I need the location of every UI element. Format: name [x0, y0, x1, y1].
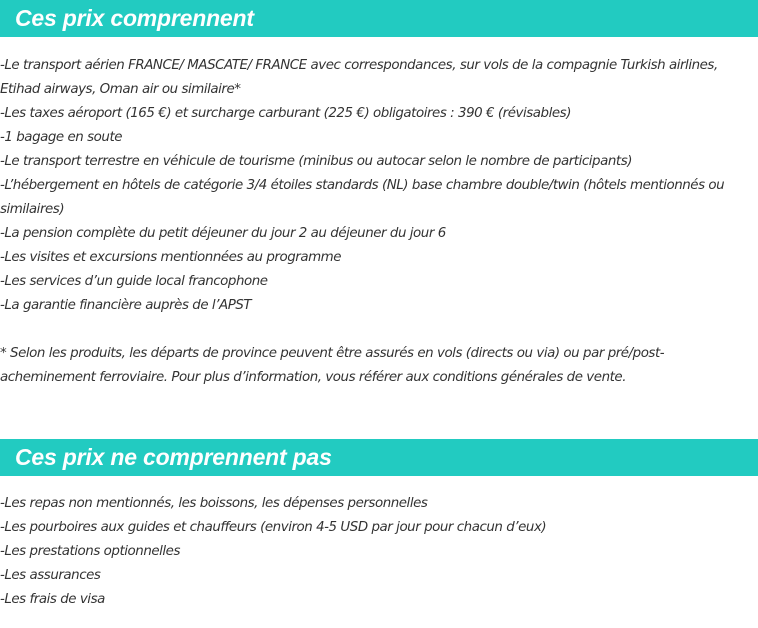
list-item: -Les prestations optionnelles	[0, 544, 180, 559]
list-item: -1 bagage en soute	[0, 130, 123, 145]
list-item: -Le transport aérien FRANCE/ MASCATE/ FRANCE avec correspondances, sur vols de la compagnie Turkish airlines, Etihad airways, Oman air ou similaire*	[0, 58, 718, 97]
list-item: -Les pourboires aux guides et chauffeurs (environ 4-5 USD par jour pour chacun d’eux)	[0, 520, 547, 535]
list-item: -Les visites et excursions mentionnées au programme	[0, 250, 342, 265]
list-item: -Le transport terrestre en véhicule de tourisme (minibus ou autocar selon le nombre de participants)	[0, 154, 632, 169]
list-item: -L’hébergement en hôtels de catégorie 3/4 étoiles standards (NL) base chambre double/twin (hôtels mentionnés ou similaires)	[0, 178, 725, 217]
excluded-section-title: Ces prix ne comprennent pas	[15, 444, 332, 470]
footnote-text: * Selon les produits, les départs de province peuvent être assurés en vols (directs ou via) ou par pré/post-acheminement ferroviaire. Pour plus d’information, vous référer aux conditions générales de vente.	[0, 346, 665, 385]
excluded-section-header	[0, 439, 758, 476]
included-section-title: Ces prix comprennent	[15, 5, 254, 31]
list-item: -Les frais de visa	[0, 592, 105, 607]
list-item: -La pension complète du petit déjeuner du jour 2 au déjeuner du jour 6	[0, 226, 446, 241]
excluded-list	[0, 492, 752, 612]
list-item: -Les services d’un guide local francophone	[0, 274, 268, 289]
list-item: -Les assurances	[0, 568, 101, 583]
list-item: -La garantie financière auprès de l’APST	[0, 298, 252, 313]
included-list	[0, 54, 752, 318]
list-item: -Les repas non mentionnés, les boissons, les dépenses personnelles	[0, 496, 428, 511]
footnote	[0, 342, 752, 390]
included-section-header	[0, 0, 758, 37]
list-item: -Les taxes aéroport (165 €) et surcharge carburant (225 €) obligatoires : 390 € (révisables)	[0, 106, 571, 121]
